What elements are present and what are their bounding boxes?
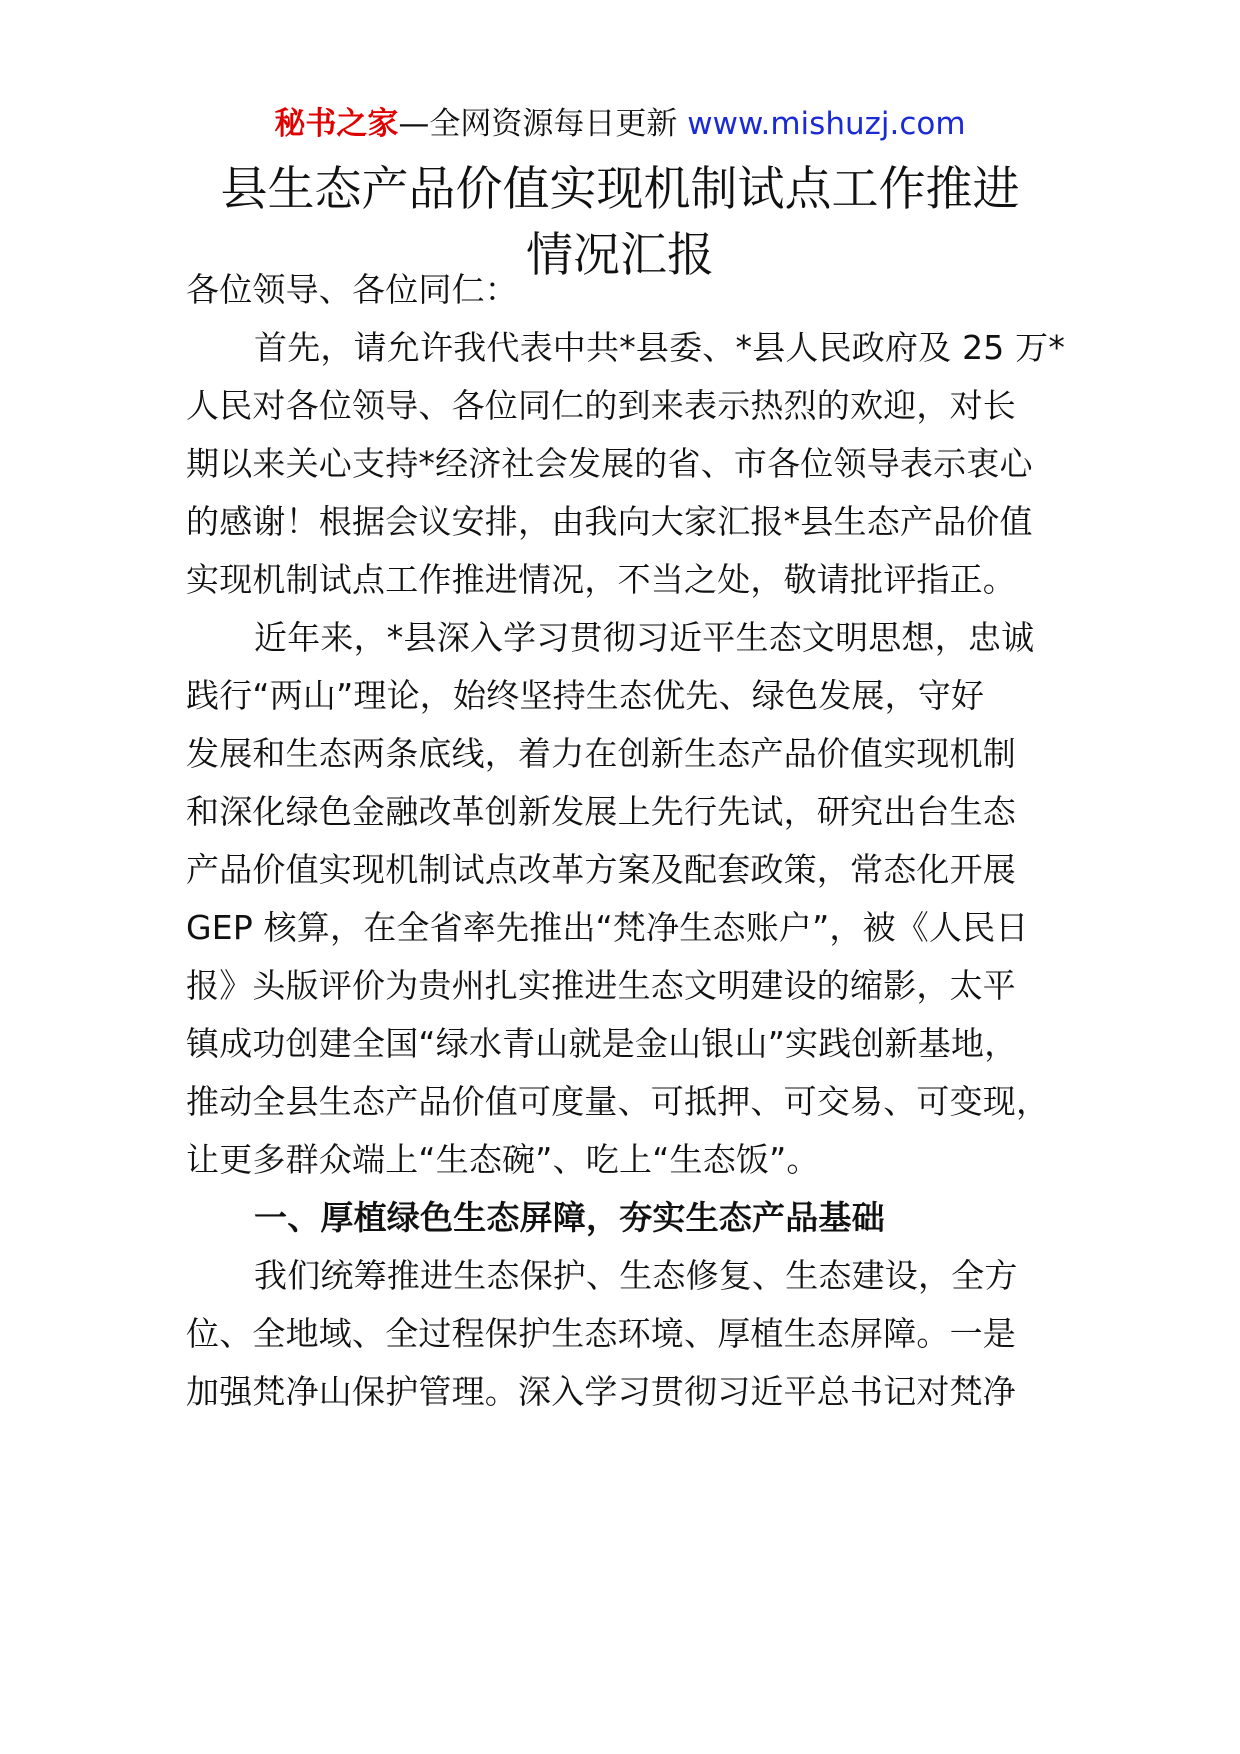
paragraph-line: 首先，请允许我代表中共*县委、*县人民政府及 25 万* <box>254 328 1066 367</box>
section-heading: 一、厚植绿色生态屏障，夯实生态产品基础 <box>254 1198 885 1237</box>
salutation: 各位领导、各位同仁： <box>186 270 518 309</box>
paragraph-line: 践行“两山”理论，始终坚持生态优先、绿色发展，守好 <box>186 676 985 715</box>
paragraph-line: 的感谢！根据会议安排，由我向大家汇报*县生态产品价值 <box>186 502 1033 541</box>
paragraph-line: 和深化绿色金融改革创新发展上先行先试，研究出台生态 <box>186 792 1016 831</box>
paragraph-line: 报》头版评价为贵州扎实推进生态文明建设的缩影，太平 <box>186 966 1016 1005</box>
paragraph-line: 产品价值实现机制试点改革方案及配套政策，常态化开展 <box>186 850 1016 889</box>
paragraph-line: 发展和生态两条底线，着力在创新生态产品价值实现机制 <box>186 734 1016 773</box>
paragraph-line: 位、全地域、全过程保护生态环境、厚植生态屏障。一是 <box>186 1314 1016 1353</box>
document-title-line-2: 情况汇报 <box>526 228 714 283</box>
paragraph-line: 期以来关心支持*经济社会发展的省、市各位领导表示衷心 <box>186 444 1033 483</box>
paragraph-line: 让更多群众端上“生态碗”、吃上“生态饭”。 <box>186 1140 820 1179</box>
brand-name: 秘书之家 <box>274 106 399 142</box>
paragraph-line: 人民对各位领导、各位同仁的到来表示热烈的欢迎，对长 <box>186 386 1016 425</box>
paragraph-line: 推动全县生态产品价值可度量、可抵押、可交易、可变现， <box>186 1082 1050 1121</box>
paragraph-line: 近年来，*县深入学习贯彻习近平生态文明思想，忠诚 <box>254 618 1035 657</box>
paragraph-line: 我们统筹推进生态保护、生态修复、生态建设，全方 <box>254 1256 1018 1295</box>
paragraph-line: GEP 核算，在全省率先推出“梵净生态账户”，被《人民日 <box>186 908 1029 947</box>
paragraph-line: 实现机制试点工作推进情况，不当之处，敬请批评指正。 <box>186 560 1016 599</box>
document-title-line-1: 县生态产品价值实现机制试点工作推进 <box>220 162 1020 217</box>
paragraph-line: 加强梵净山保护管理。深入学习贯彻习近平总书记对梵净 <box>186 1372 1016 1411</box>
paragraph-line: 镇成功创建全国“绿水青山就是金山银山”实践创新基地， <box>186 1024 1018 1063</box>
header-tagline: —全网资源每日更新 <box>398 106 678 142</box>
site-url-link[interactable]: www.mishuzj.com <box>687 106 966 142</box>
site-header <box>0 104 1240 144</box>
